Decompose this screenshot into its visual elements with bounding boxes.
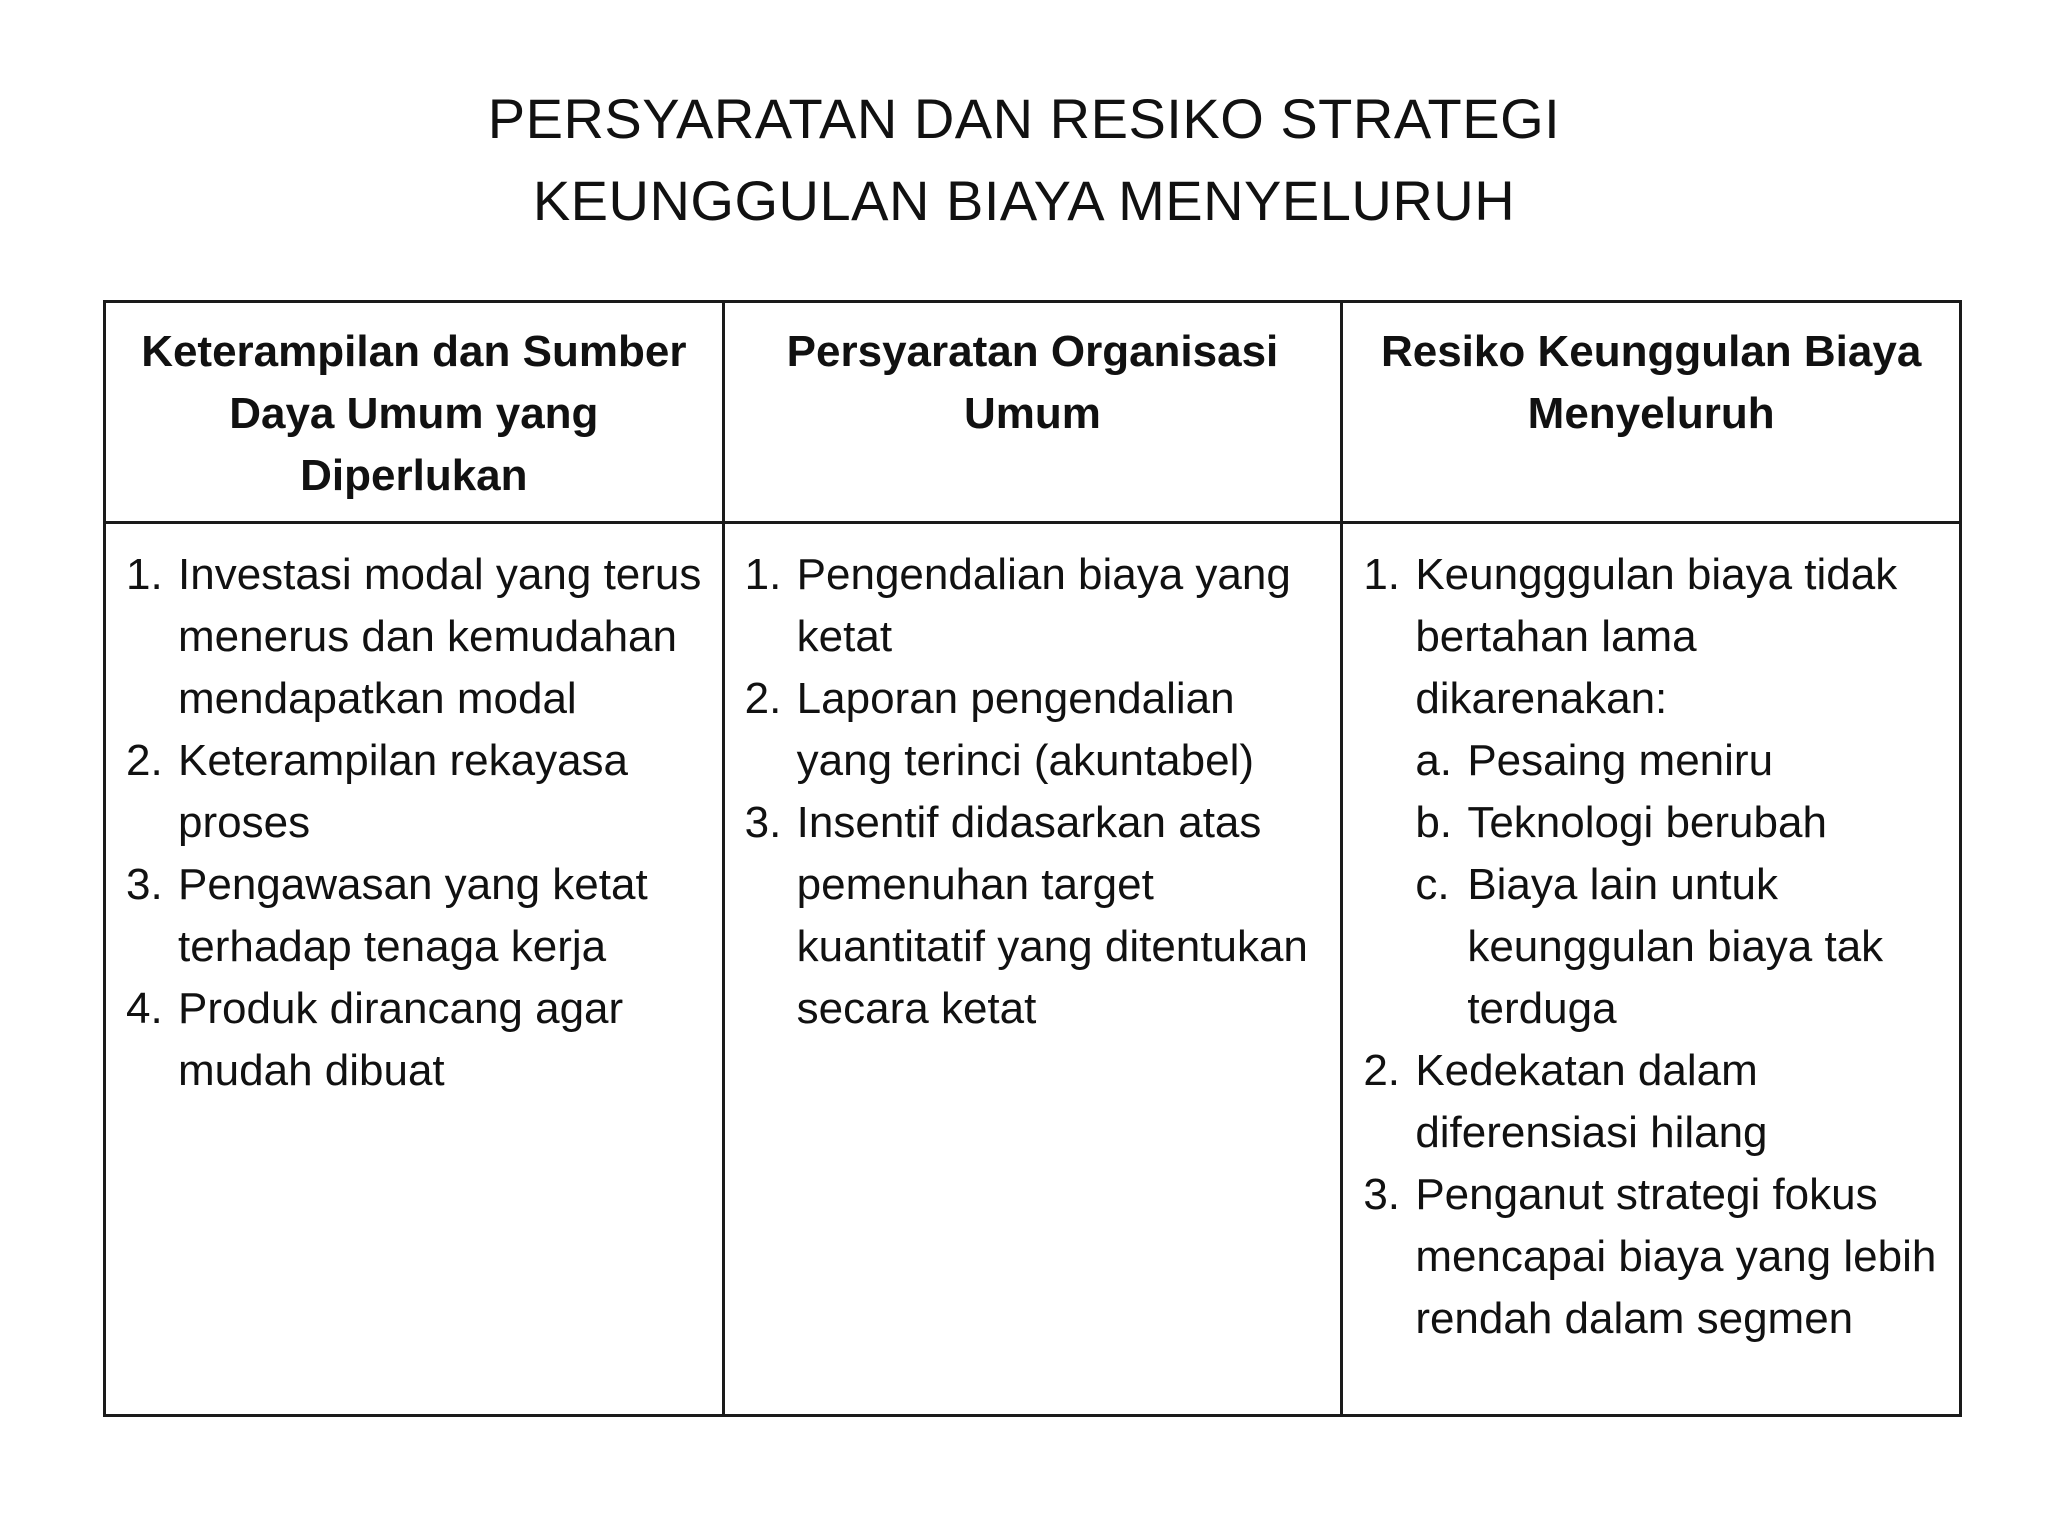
item-number: 2. xyxy=(1363,1046,1401,1095)
header-organizational-requirements: Persyaratan Organisasi Umum xyxy=(723,302,1342,523)
slide-title xyxy=(0,78,2048,242)
sub-list-item xyxy=(1415,854,1941,1040)
header-skills-resources: Keterampilan dan Sumber Daya Umum yang Diperlukan xyxy=(105,302,724,523)
list-item xyxy=(1363,1164,1941,1350)
risks-list xyxy=(1363,544,1941,1350)
item-number: 2. xyxy=(744,674,782,723)
list-item xyxy=(126,544,704,730)
list-item xyxy=(1363,1040,1941,1164)
list-item xyxy=(126,854,704,978)
item-text: Keterampilan rekayasa proses xyxy=(178,736,629,847)
cell-cost-leadership-risks xyxy=(1342,523,1961,1416)
list-item xyxy=(126,978,704,1102)
item-number: 1. xyxy=(1363,550,1401,599)
list-item xyxy=(745,544,1323,668)
item-text: Penganut strategi fokus mencapai biaya yang lebih rendah dalam segmen xyxy=(1415,1170,1937,1343)
requirements-list xyxy=(745,544,1323,1040)
sub-item-text: Teknologi berubah xyxy=(1467,798,1827,847)
item-text: Investasi modal yang terus menerus dan kemudahan mendapatkan modal xyxy=(178,550,702,723)
list-item xyxy=(745,792,1323,1040)
item-number: 1. xyxy=(744,550,782,599)
list-item xyxy=(1363,544,1941,1040)
item-text: Insentif didasarkan atas pemenuhan target kuantitatif yang ditentukan secara ketat xyxy=(796,798,1308,1033)
cell-skills-resources xyxy=(105,523,724,1416)
item-text: Pengendalian biaya yang ketat xyxy=(796,550,1291,661)
list-item xyxy=(126,730,704,854)
sub-item-text: Pesaing meniru xyxy=(1467,736,1774,785)
header-cost-leadership-risks: Resiko Keunggulan Biaya Menyeluruh xyxy=(1342,302,1961,523)
sub-item-letter: a. xyxy=(1415,736,1453,785)
table-body-row xyxy=(105,523,1961,1416)
item-number: 3. xyxy=(1363,1170,1401,1219)
item-text: Produk dirancang agar mudah dibuat xyxy=(178,984,624,1095)
slide-title-line-1: PERSYARATAN DAN RESIKO STRATEGI xyxy=(487,87,1561,150)
skills-list xyxy=(126,544,704,1102)
sub-list-item xyxy=(1415,730,1941,792)
item-number: 4. xyxy=(126,984,163,1033)
item-text: Laporan pengendalian yang terinci (akuntabel) xyxy=(796,674,1255,785)
item-number: 2. xyxy=(126,736,163,785)
slide-title-line-2: KEUNGGULAN BIAYA MENYELURUH xyxy=(532,169,1516,232)
item-number: 3. xyxy=(744,798,782,847)
sub-item-letter: b. xyxy=(1415,798,1453,847)
item-number: 1. xyxy=(126,550,163,599)
list-item xyxy=(745,668,1323,792)
table-header-row xyxy=(105,302,1961,523)
sub-item-text: Biaya lain untuk keunggulan biaya tak terduga xyxy=(1467,860,1884,1033)
strategy-table xyxy=(103,300,1962,1417)
sub-item-letter: c. xyxy=(1415,860,1450,909)
item-number: 3. xyxy=(126,860,163,909)
sub-list xyxy=(1415,730,1941,1040)
sub-list-item xyxy=(1415,792,1941,854)
cell-organizational-requirements xyxy=(723,523,1342,1416)
item-text: Pengawasan yang ketat terhadap tenaga kerja xyxy=(178,860,648,971)
item-text: Keungggulan biaya tidak bertahan lama dikarenakan: xyxy=(1415,550,1898,723)
item-text: Kedekatan dalam diferensiasi hilang xyxy=(1415,1046,1768,1157)
